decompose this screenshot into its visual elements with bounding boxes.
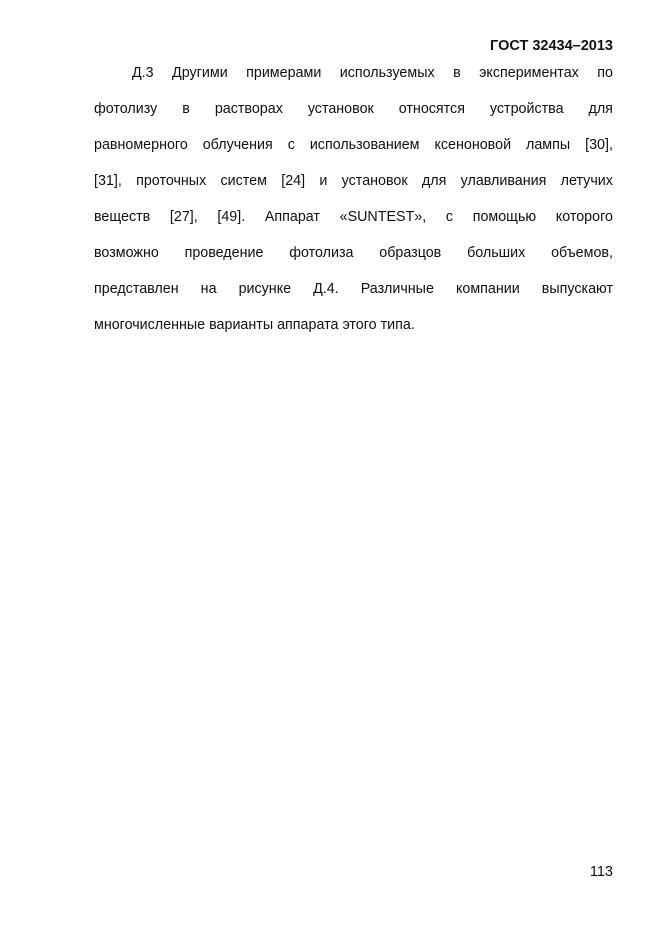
word: на — [200, 281, 217, 297]
word: [31], — [94, 173, 122, 189]
word: Д.4. — [313, 281, 339, 297]
word: лампы — [526, 137, 571, 153]
word: [30], — [585, 137, 613, 153]
word: веществ — [94, 209, 151, 225]
word: которого — [555, 209, 613, 225]
document-header: ГОСТ 32434–2013 — [490, 38, 613, 54]
word: [24] — [281, 173, 306, 189]
word: проведение — [184, 245, 264, 261]
paragraph-line — [94, 206, 613, 242]
word: выпускают — [541, 281, 613, 297]
word: установок — [341, 173, 408, 189]
paragraph-line — [94, 242, 613, 278]
word: [49]. — [217, 209, 246, 225]
word: [27], — [169, 209, 198, 225]
paragraph-line — [94, 170, 613, 206]
word: используемых — [339, 65, 435, 81]
word: равномерного — [94, 137, 188, 153]
word: с — [287, 137, 295, 153]
word: проточных — [136, 173, 207, 189]
word: Аппарат — [264, 209, 320, 225]
word: экспериментах — [479, 65, 579, 81]
word: варианты — [209, 317, 274, 333]
word: примерами — [246, 65, 322, 81]
word: облучения — [202, 137, 273, 153]
word: относятся — [398, 101, 465, 117]
word: многочисленные — [94, 317, 206, 333]
word: использованием — [309, 137, 420, 153]
word: компании — [455, 281, 520, 297]
word: с — [445, 209, 454, 225]
word: улавливания — [460, 173, 547, 189]
word: устройства — [489, 101, 564, 117]
word: фотолиза — [289, 245, 354, 261]
word: представлен — [94, 281, 179, 297]
word: ксеноновой — [434, 137, 512, 153]
word: в — [453, 65, 461, 81]
word: «SUNTEST», — [339, 209, 427, 225]
word: образцов — [379, 245, 442, 261]
paragraph-line — [94, 62, 613, 98]
paragraph-line — [94, 314, 613, 350]
word: растворах — [214, 101, 283, 117]
word: типа. — [380, 317, 415, 333]
word: Различные — [360, 281, 434, 297]
word: Другими — [172, 65, 228, 81]
word: объемов, — [551, 245, 613, 261]
word: больших — [467, 245, 526, 261]
paragraph-d3 — [94, 62, 613, 350]
word: в — [182, 101, 190, 117]
word: этого — [342, 317, 377, 333]
word: летучих — [560, 173, 613, 189]
word: Д.3 — [132, 65, 154, 81]
word: аппарата — [277, 317, 339, 333]
word: для — [421, 173, 447, 189]
word: и — [319, 173, 328, 189]
word: рисунке — [238, 281, 292, 297]
paragraph-line — [94, 98, 613, 134]
word: возможно — [94, 245, 159, 261]
page-number: 113 — [589, 864, 613, 880]
word: установок — [307, 101, 374, 117]
word: для — [588, 101, 613, 117]
word: помощью — [472, 209, 537, 225]
word: фотолизу — [94, 101, 158, 117]
paragraph-line — [94, 278, 613, 314]
paragraph-line — [94, 134, 613, 170]
word: систем — [220, 173, 267, 189]
word: по — [597, 65, 613, 81]
